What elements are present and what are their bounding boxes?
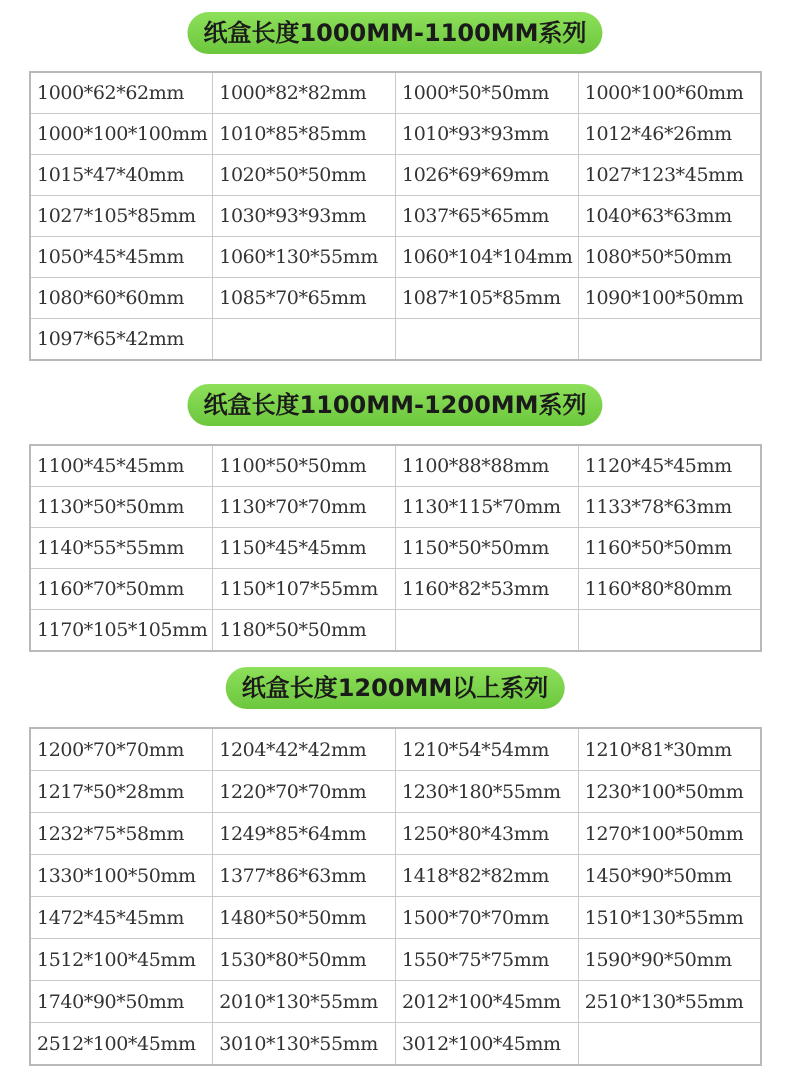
size-cell: 2510*130*55mm — [578, 981, 761, 1023]
size-cell: 1130*50*50mm — [30, 487, 213, 528]
table-row — [30, 528, 761, 569]
size-cell: 1000*50*50mm — [396, 72, 579, 114]
size-cell: 1418*82*82mm — [396, 855, 579, 897]
table-row — [30, 155, 761, 196]
size-cell: 3012*100*45mm — [396, 1023, 579, 1066]
size-cell: 1230*100*50mm — [578, 771, 761, 813]
size-cell: 1090*100*50mm — [578, 278, 761, 319]
size-cell — [578, 1023, 761, 1066]
size-cell — [213, 319, 396, 361]
table-row — [30, 319, 761, 361]
table-row — [30, 72, 761, 114]
size-cell: 1200*70*70mm — [30, 728, 213, 771]
table-row — [30, 278, 761, 319]
size-cell: 1060*130*55mm — [213, 237, 396, 278]
size-cell: 1020*50*50mm — [213, 155, 396, 196]
size-cell: 1160*82*53mm — [396, 569, 579, 610]
size-table — [29, 444, 762, 652]
size-cell: 1097*65*42mm — [30, 319, 213, 361]
size-cell: 1160*70*50mm — [30, 569, 213, 610]
size-cell: 1037*65*65mm — [396, 196, 579, 237]
size-cell: 1550*75*75mm — [396, 939, 579, 981]
size-cell: 1060*104*104mm — [396, 237, 579, 278]
table-row — [30, 569, 761, 610]
size-cell: 1026*69*69mm — [396, 155, 579, 196]
table-row — [30, 487, 761, 528]
table-row — [30, 939, 761, 981]
size-cell: 1000*100*100mm — [30, 114, 213, 155]
size-cell: 1180*50*50mm — [213, 610, 396, 652]
size-cell — [578, 610, 761, 652]
size-cell: 1590*90*50mm — [578, 939, 761, 981]
size-cell: 1130*115*70mm — [396, 487, 579, 528]
size-cell: 1150*50*50mm — [396, 528, 579, 569]
size-cell — [396, 319, 579, 361]
table-row — [30, 610, 761, 652]
section-title: 纸盒长度1100MM-1200MM系列 — [187, 384, 602, 426]
table-row — [30, 897, 761, 939]
size-cell: 1100*88*88mm — [396, 445, 579, 487]
size-cell: 1530*80*50mm — [213, 939, 396, 981]
section-title: 纸盒长度1200MM以上系列 — [226, 667, 565, 709]
size-cell: 1120*45*45mm — [578, 445, 761, 487]
size-table — [29, 727, 762, 1066]
size-cell: 1133*78*63mm — [578, 487, 761, 528]
size-cell: 1010*93*93mm — [396, 114, 579, 155]
size-cell: 1027*123*45mm — [578, 155, 761, 196]
size-cell: 1027*105*85mm — [30, 196, 213, 237]
table-row — [30, 728, 761, 771]
size-table — [29, 71, 762, 361]
table-row — [30, 981, 761, 1023]
table-row — [30, 813, 761, 855]
size-cell: 1040*63*63mm — [578, 196, 761, 237]
size-cell: 1080*60*60mm — [30, 278, 213, 319]
size-cell: 1500*70*70mm — [396, 897, 579, 939]
size-cell: 1230*180*55mm — [396, 771, 579, 813]
size-cell: 1220*70*70mm — [213, 771, 396, 813]
table-row — [30, 771, 761, 813]
size-cell: 1160*80*80mm — [578, 569, 761, 610]
size-cell: 1330*100*50mm — [30, 855, 213, 897]
size-cell: 1270*100*50mm — [578, 813, 761, 855]
size-cell: 1100*45*45mm — [30, 445, 213, 487]
size-cell: 1480*50*50mm — [213, 897, 396, 939]
size-cell: 1210*81*30mm — [578, 728, 761, 771]
size-cell: 1512*100*45mm — [30, 939, 213, 981]
size-cell: 1140*55*55mm — [30, 528, 213, 569]
size-cell: 1000*82*82mm — [213, 72, 396, 114]
size-cell: 1740*90*50mm — [30, 981, 213, 1023]
size-cell: 1000*100*60mm — [578, 72, 761, 114]
table-row — [30, 445, 761, 487]
size-cell: 1377*86*63mm — [213, 855, 396, 897]
size-cell: 1250*80*43mm — [396, 813, 579, 855]
size-cell: 1050*45*45mm — [30, 237, 213, 278]
size-cell — [578, 319, 761, 361]
size-cell: 1232*75*58mm — [30, 813, 213, 855]
size-cell: 2512*100*45mm — [30, 1023, 213, 1066]
size-cell: 1472*45*45mm — [30, 897, 213, 939]
size-cell: 1450*90*50mm — [578, 855, 761, 897]
table-row — [30, 1023, 761, 1066]
size-cell: 1085*70*65mm — [213, 278, 396, 319]
size-cell: 1012*46*26mm — [578, 114, 761, 155]
size-cell: 1100*50*50mm — [213, 445, 396, 487]
size-cell: 1204*42*42mm — [213, 728, 396, 771]
size-cell: 1000*62*62mm — [30, 72, 213, 114]
size-cell: 1217*50*28mm — [30, 771, 213, 813]
size-cell: 2012*100*45mm — [396, 981, 579, 1023]
size-cell: 1150*107*55mm — [213, 569, 396, 610]
table-row — [30, 196, 761, 237]
size-cell: 2010*130*55mm — [213, 981, 396, 1023]
size-cell: 1010*85*85mm — [213, 114, 396, 155]
size-cell: 1249*85*64mm — [213, 813, 396, 855]
size-cell: 1170*105*105mm — [30, 610, 213, 652]
size-cell: 1015*47*40mm — [30, 155, 213, 196]
size-cell: 1160*50*50mm — [578, 528, 761, 569]
section-title: 纸盒长度1000MM-1100MM系列 — [187, 12, 602, 54]
size-cell: 1210*54*54mm — [396, 728, 579, 771]
size-cell — [396, 610, 579, 652]
size-cell: 1150*45*45mm — [213, 528, 396, 569]
table-row — [30, 855, 761, 897]
size-cell: 1080*50*50mm — [578, 237, 761, 278]
table-row — [30, 114, 761, 155]
size-cell: 1130*70*70mm — [213, 487, 396, 528]
size-cell: 3010*130*55mm — [213, 1023, 396, 1066]
table-row — [30, 237, 761, 278]
size-cell: 1510*130*55mm — [578, 897, 761, 939]
size-cell: 1030*93*93mm — [213, 196, 396, 237]
size-cell: 1087*105*85mm — [396, 278, 579, 319]
